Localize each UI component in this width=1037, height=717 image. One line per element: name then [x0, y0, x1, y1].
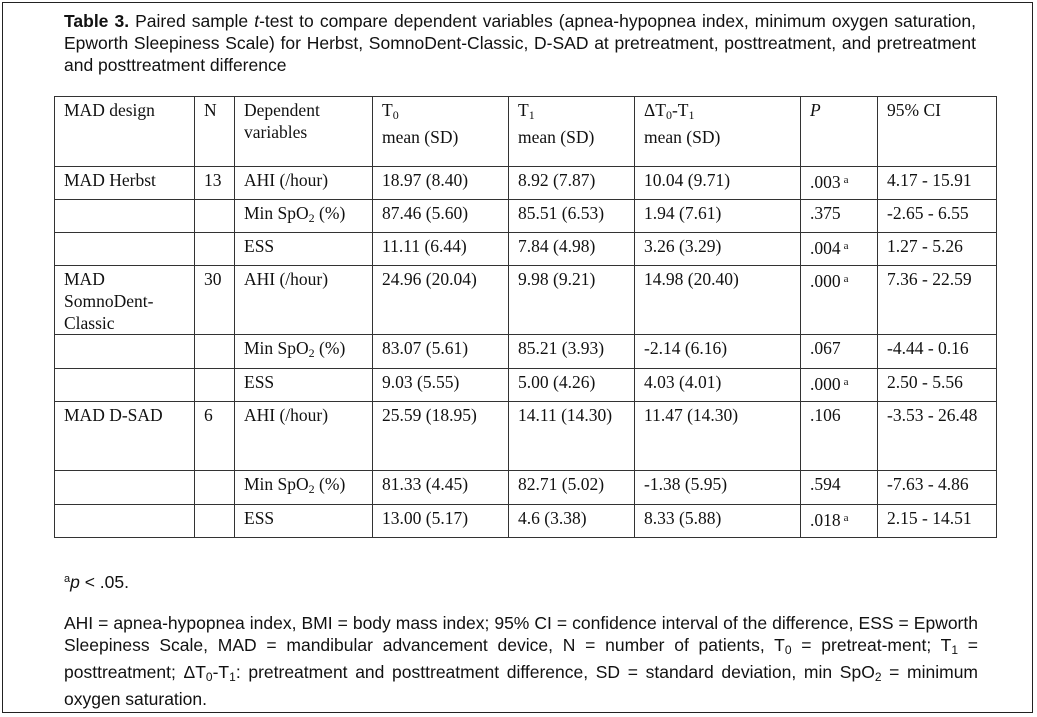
table-row — [55, 233, 997, 266]
design-cell — [55, 369, 195, 402]
p-cell: .594 — [801, 471, 878, 505]
abbreviations-note — [64, 612, 978, 710]
t1-cell: 9.98 (9.21) — [509, 266, 635, 335]
t0-cell: 13.00 (5.17) — [373, 505, 509, 538]
variable-cell: AHI (/hour) — [235, 167, 373, 200]
variable-cell: AHI (/hour) — [235, 266, 373, 335]
t1-cell: 4.6 (3.38) — [509, 505, 635, 538]
design-cell: MAD Herbst — [55, 167, 195, 200]
table-row — [55, 369, 997, 402]
variable-unit: (%) — [314, 203, 346, 223]
design-cell — [55, 233, 195, 266]
n-cell: 6 — [195, 402, 235, 471]
table-row — [55, 335, 997, 369]
abbr-sub-3: 1 — [229, 670, 236, 684]
design-cell — [55, 471, 195, 505]
t1-cell: 85.51 (6.53) — [509, 200, 635, 233]
significance-mark: a — [843, 240, 849, 252]
header-row — [55, 97, 997, 167]
design-line2: SomnoDent- — [64, 291, 154, 311]
header-diff-sub1: 1 — [688, 108, 695, 122]
caption-text-before: Paired sample — [129, 11, 255, 31]
diff-cell: 8.33 (5.88) — [635, 505, 801, 538]
t0-cell: 9.03 (5.55) — [373, 369, 509, 402]
p-value: .000 — [810, 271, 841, 291]
abbr-sub-2: 0 — [205, 670, 213, 684]
header-design: MAD design — [55, 97, 195, 167]
diff-cell: 4.03 (4.01) — [635, 369, 801, 402]
diff-cell: 11.47 (14.30) — [635, 402, 801, 471]
p-cell: .375 — [801, 200, 878, 233]
p-cell — [801, 167, 878, 200]
table-row — [55, 402, 997, 471]
diff-cell: 1.94 (7.61) — [635, 200, 801, 233]
t0-cell: 11.11 (6.44) — [373, 233, 509, 266]
abbr-text-4: -T — [212, 662, 230, 682]
significance-mark: a — [843, 174, 849, 186]
header-t1-label: T — [518, 100, 529, 120]
t1-cell: 8.92 (7.87) — [509, 167, 635, 200]
ci-cell: -3.53 - 26.48 — [878, 402, 997, 471]
n-cell — [195, 369, 235, 402]
design-cell: MAD D-SAD — [55, 402, 195, 471]
table-row — [55, 471, 997, 505]
significance-note — [64, 568, 978, 593]
n-cell — [195, 200, 235, 233]
header-ci: 95% CI — [878, 97, 997, 167]
table-row — [55, 505, 997, 538]
abbr-text-3: = posttreatment; ΔT — [64, 635, 978, 682]
header-dependent — [235, 97, 373, 167]
diff-cell: 14.98 (20.40) — [635, 266, 801, 335]
header-t0-mean: mean (SD) — [382, 127, 459, 147]
abbr-sub-4: 2 — [874, 670, 882, 684]
header-dependent-line2: variables — [244, 122, 308, 142]
ci-cell: -4.44 - 0.16 — [878, 335, 997, 369]
variable-cell — [235, 200, 373, 233]
table-row — [55, 266, 997, 335]
p-cell: .067 — [801, 335, 878, 369]
t0-cell: 25.59 (18.95) — [373, 402, 509, 471]
t0-cell: 83.07 (5.61) — [373, 335, 509, 369]
diff-cell: -2.14 (6.16) — [635, 335, 801, 369]
design-cell — [55, 335, 195, 369]
caption-label: Table 3. — [64, 11, 130, 31]
ci-cell: 7.36 - 22.59 — [878, 266, 997, 335]
significance-mark: a — [843, 376, 849, 388]
variable-cell: AHI (/hour) — [235, 402, 373, 471]
table-row — [55, 200, 997, 233]
results-table — [54, 96, 997, 538]
design-cell — [55, 266, 195, 335]
variable-unit: (%) — [314, 474, 346, 494]
t1-cell: 7.84 (4.98) — [509, 233, 635, 266]
abbr-sub-0: 0 — [784, 643, 792, 657]
n-cell — [195, 335, 235, 369]
significance-note-mark: a — [64, 573, 71, 585]
n-cell — [195, 233, 235, 266]
significance-mark: a — [843, 273, 849, 285]
header-diff — [635, 97, 801, 167]
variable-sub: 2 — [308, 346, 315, 360]
header-t0-sub: 0 — [392, 108, 399, 122]
diff-cell: 10.04 (9.71) — [635, 167, 801, 200]
header-diff-mean: mean (SD) — [644, 127, 721, 147]
p-cell — [801, 505, 878, 538]
t0-cell: 18.97 (8.40) — [373, 167, 509, 200]
header-t0 — [373, 97, 509, 167]
variable-cell: ESS — [235, 233, 373, 266]
variable-unit: (%) — [314, 338, 346, 358]
header-diff-mid: -T — [671, 100, 689, 120]
table-row — [55, 167, 997, 200]
p-value: .000 — [810, 374, 841, 394]
t1-cell: 82.71 (5.02) — [509, 471, 635, 505]
caption-text-after: -test to compare dependent variables (apnea-hypopnea index, minimum oxygen saturation, Epworth Sleepiness Scale) for Herbst, SomnoDent-Classic, D-SAD at pretreatment, posttreatment, and pretreatment and posttreatment difference — [64, 11, 977, 75]
t1-cell: 5.00 (4.26) — [509, 369, 635, 402]
variable-sub: 2 — [308, 482, 315, 496]
n-cell — [195, 505, 235, 538]
header-p-label: P — [810, 100, 821, 120]
variable-label: Min SpO — [244, 474, 309, 494]
significance-mark: a — [843, 512, 849, 524]
header-diff-label: ΔT — [644, 100, 666, 120]
variable-sub: 2 — [308, 211, 315, 225]
t0-cell: 24.96 (20.04) — [373, 266, 509, 335]
variable-cell: ESS — [235, 369, 373, 402]
header-t0-label: T — [382, 100, 393, 120]
variable-cell — [235, 335, 373, 369]
design-line1: MAD — [64, 269, 105, 289]
header-p — [801, 97, 878, 167]
t0-cell: 87.46 (5.60) — [373, 200, 509, 233]
design-cell — [55, 505, 195, 538]
significance-note-p: p — [70, 572, 80, 592]
abbr-text-2: = pretreat-ment; T — [791, 635, 952, 655]
t1-cell: 85.21 (3.93) — [509, 335, 635, 369]
diff-cell: -1.38 (5.95) — [635, 471, 801, 505]
design-cell — [55, 200, 195, 233]
n-cell — [195, 471, 235, 505]
abbr-text-5: : pretreatment and posttreatment difference, SD = standard deviation, min SpO — [235, 662, 875, 682]
header-t1 — [509, 97, 635, 167]
n-cell: 13 — [195, 167, 235, 200]
p-value: .003 — [810, 172, 841, 192]
variable-cell — [235, 471, 373, 505]
t1-cell: 14.11 (14.30) — [509, 402, 635, 471]
diff-cell: 3.26 (3.29) — [635, 233, 801, 266]
n-cell: 30 — [195, 266, 235, 335]
variable-cell: ESS — [235, 505, 373, 538]
caption-italic: t — [254, 11, 260, 31]
ci-cell: 2.50 - 5.56 — [878, 369, 997, 402]
variable-label: Min SpO — [244, 338, 309, 358]
ci-cell: -2.65 - 6.55 — [878, 200, 997, 233]
t0-cell: 81.33 (4.45) — [373, 471, 509, 505]
header-n: N — [195, 97, 235, 167]
p-cell: .106 — [801, 402, 878, 471]
abbr-sub-1: 1 — [951, 643, 959, 657]
abbr-text-1: AHI = apnea-hypopnea index, BMI = body mass index; 95% CI = confidence interval of the difference, ESS = Epworth Sleepiness Scale, MAD = mandibular advancement device, N = number of patients, T — [64, 613, 978, 655]
header-t1-sub: 1 — [528, 108, 535, 122]
ci-cell: 1.27 - 5.26 — [878, 233, 997, 266]
p-value: .018 — [810, 510, 841, 530]
ci-cell: 4.17 - 15.91 — [878, 167, 997, 200]
table-caption — [64, 10, 976, 76]
p-cell — [801, 266, 878, 335]
significance-note-text: < .05. — [79, 572, 129, 592]
design-line3: Classic — [64, 313, 115, 333]
abbr-text-6: = minimum oxygen saturation. — [64, 662, 979, 709]
header-t1-mean: mean (SD) — [518, 127, 595, 147]
ci-cell: -7.63 - 4.86 — [878, 471, 997, 505]
ci-cell: 2.15 - 14.51 — [878, 505, 997, 538]
variable-label: Min SpO — [244, 203, 309, 223]
p-cell — [801, 369, 878, 402]
header-dependent-line1: Dependent — [244, 100, 320, 120]
p-value: .004 — [810, 238, 841, 258]
p-cell — [801, 233, 878, 266]
header-diff-sub0: 0 — [665, 108, 672, 122]
